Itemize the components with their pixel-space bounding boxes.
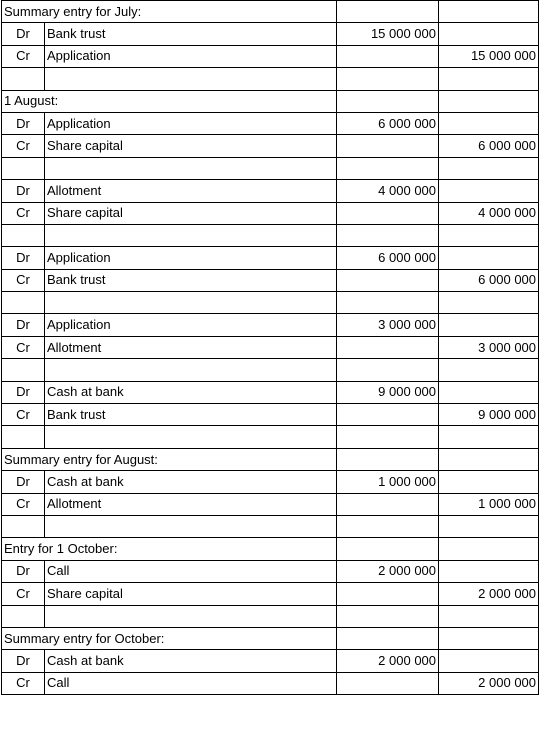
credit-amount: 3 000 000 (439, 336, 539, 358)
blank-cell (337, 359, 439, 381)
account-name: Bank trust (45, 23, 337, 45)
blank-row (2, 515, 539, 537)
debit-cell (337, 627, 439, 649)
journal-entry-row (2, 23, 539, 45)
journal-entry-row (2, 560, 539, 582)
debit-cell (337, 1, 439, 23)
dr-cr-indicator: Cr (2, 45, 45, 67)
credit-amount: 15 000 000 (439, 45, 539, 67)
credit-cell (439, 1, 539, 23)
blank-cell (45, 292, 337, 314)
blank-cell (2, 292, 45, 314)
credit-amount: 4 000 000 (439, 202, 539, 224)
account-name: Cash at bank (45, 471, 337, 493)
section-header-row (2, 448, 539, 470)
account-name: Bank trust (45, 269, 337, 291)
section-header-row (2, 90, 539, 112)
blank-cell (337, 68, 439, 90)
dr-cr-indicator: Dr (2, 314, 45, 336)
blank-cell (45, 157, 337, 179)
credit-amount (439, 23, 539, 45)
blank-cell (2, 515, 45, 537)
blank-cell (2, 157, 45, 179)
blank-cell (337, 426, 439, 448)
blank-row (2, 157, 539, 179)
debit-cell (337, 448, 439, 470)
journal-entry-row (2, 314, 539, 336)
journal-body (2, 1, 539, 695)
journal-entry-row (2, 381, 539, 403)
dr-cr-indicator: Dr (2, 23, 45, 45)
debit-amount (337, 404, 439, 426)
blank-cell (337, 605, 439, 627)
journal-entry-row (2, 45, 539, 67)
blank-cell (337, 157, 439, 179)
blank-row (2, 224, 539, 246)
account-name: Allotment (45, 180, 337, 202)
debit-cell (337, 90, 439, 112)
account-name: Allotment (45, 336, 337, 358)
account-name: Call (45, 672, 337, 694)
dr-cr-indicator: Cr (2, 493, 45, 515)
credit-amount: 1 000 000 (439, 493, 539, 515)
dr-cr-indicator: Cr (2, 672, 45, 694)
debit-amount: 6 000 000 (337, 112, 439, 134)
dr-cr-indicator: Dr (2, 247, 45, 269)
blank-cell (337, 224, 439, 246)
journal-entry-row (2, 135, 539, 157)
debit-amount (337, 135, 439, 157)
journal-entry-row (2, 112, 539, 134)
blank-cell (439, 426, 539, 448)
debit-amount (337, 269, 439, 291)
blank-cell (2, 359, 45, 381)
credit-amount: 6 000 000 (439, 269, 539, 291)
debit-cell (337, 538, 439, 560)
account-name: Application (45, 112, 337, 134)
debit-amount (337, 45, 439, 67)
credit-cell (439, 90, 539, 112)
blank-cell (45, 359, 337, 381)
blank-cell (2, 224, 45, 246)
journal-entry-row (2, 336, 539, 358)
dr-cr-indicator: Cr (2, 135, 45, 157)
blank-row (2, 68, 539, 90)
account-name: Application (45, 314, 337, 336)
credit-amount (439, 314, 539, 336)
blank-cell (439, 224, 539, 246)
debit-amount (337, 336, 439, 358)
blank-row (2, 292, 539, 314)
blank-cell (45, 515, 337, 537)
credit-amount (439, 650, 539, 672)
credit-amount (439, 471, 539, 493)
dr-cr-indicator: Cr (2, 583, 45, 605)
debit-amount (337, 672, 439, 694)
credit-cell (439, 448, 539, 470)
account-name: Cash at bank (45, 650, 337, 672)
blank-cell (2, 426, 45, 448)
debit-amount: 2 000 000 (337, 560, 439, 582)
credit-amount (439, 381, 539, 403)
blank-cell (439, 68, 539, 90)
dr-cr-indicator: Dr (2, 112, 45, 134)
account-name: Application (45, 45, 337, 67)
section-header: Entry for 1 October: (2, 538, 337, 560)
credit-cell (439, 538, 539, 560)
debit-amount: 2 000 000 (337, 650, 439, 672)
debit-amount: 15 000 000 (337, 23, 439, 45)
blank-cell (2, 68, 45, 90)
credit-amount: 6 000 000 (439, 135, 539, 157)
section-header-row (2, 1, 539, 23)
credit-amount: 9 000 000 (439, 404, 539, 426)
section-header-row (2, 538, 539, 560)
journal-entry-row (2, 583, 539, 605)
account-name: Application (45, 247, 337, 269)
section-header: Summary entry for October: (2, 627, 337, 649)
journal-entry-row (2, 650, 539, 672)
section-header: Summary entry for July: (2, 1, 337, 23)
dr-cr-indicator: Dr (2, 381, 45, 403)
account-name: Share capital (45, 135, 337, 157)
blank-cell (45, 426, 337, 448)
account-name: Share capital (45, 202, 337, 224)
journal-entry-row (2, 672, 539, 694)
credit-amount (439, 112, 539, 134)
blank-cell (2, 605, 45, 627)
credit-amount: 2 000 000 (439, 583, 539, 605)
journal-entry-row (2, 471, 539, 493)
account-name: Bank trust (45, 404, 337, 426)
dr-cr-indicator: Dr (2, 471, 45, 493)
debit-amount: 9 000 000 (337, 381, 439, 403)
debit-amount: 3 000 000 (337, 314, 439, 336)
journal-entry-row (2, 493, 539, 515)
debit-amount (337, 202, 439, 224)
credit-amount (439, 560, 539, 582)
account-name: Share capital (45, 583, 337, 605)
dr-cr-indicator: Cr (2, 404, 45, 426)
dr-cr-indicator: Cr (2, 336, 45, 358)
dr-cr-indicator: Dr (2, 560, 45, 582)
blank-cell (439, 292, 539, 314)
section-header: Summary entry for August: (2, 448, 337, 470)
blank-cell (45, 605, 337, 627)
blank-cell (439, 157, 539, 179)
blank-cell (45, 68, 337, 90)
blank-cell (439, 605, 539, 627)
credit-amount (439, 247, 539, 269)
blank-row (2, 426, 539, 448)
journal-entry-row (2, 180, 539, 202)
account-name: Cash at bank (45, 381, 337, 403)
dr-cr-indicator: Cr (2, 269, 45, 291)
dr-cr-indicator: Cr (2, 202, 45, 224)
journal-entry-row (2, 202, 539, 224)
blank-cell (337, 292, 439, 314)
debit-amount: 6 000 000 (337, 247, 439, 269)
debit-amount: 4 000 000 (337, 180, 439, 202)
blank-cell (45, 224, 337, 246)
section-header-row (2, 627, 539, 649)
debit-amount (337, 493, 439, 515)
credit-amount: 2 000 000 (439, 672, 539, 694)
journal-table (1, 0, 539, 695)
debit-amount (337, 583, 439, 605)
section-header: 1 August: (2, 90, 337, 112)
blank-cell (439, 515, 539, 537)
blank-row (2, 605, 539, 627)
journal-entry-row (2, 404, 539, 426)
account-name: Allotment (45, 493, 337, 515)
blank-row (2, 359, 539, 381)
blank-cell (439, 359, 539, 381)
journal-entry-row (2, 247, 539, 269)
blank-cell (337, 515, 439, 537)
credit-cell (439, 627, 539, 649)
account-name: Call (45, 560, 337, 582)
credit-amount (439, 180, 539, 202)
dr-cr-indicator: Dr (2, 650, 45, 672)
debit-amount: 1 000 000 (337, 471, 439, 493)
dr-cr-indicator: Dr (2, 180, 45, 202)
journal-entry-row (2, 269, 539, 291)
